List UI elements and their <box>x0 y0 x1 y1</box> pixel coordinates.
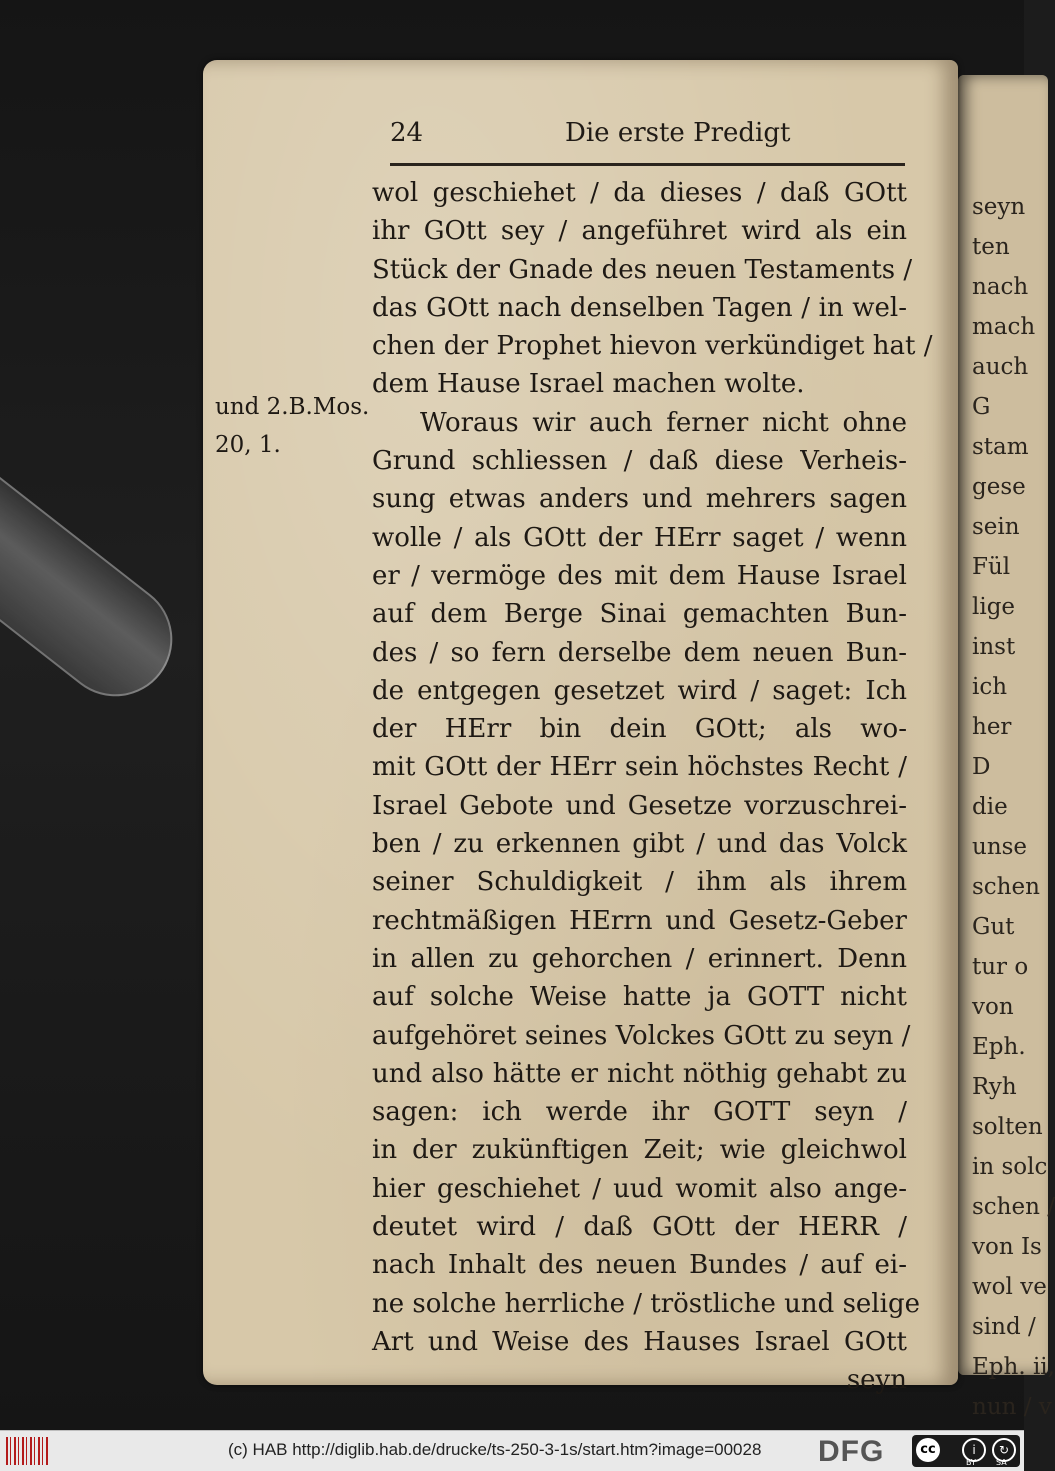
facing-page-fragment: wol ve <box>972 1274 1047 1300</box>
text-line: nach Inhalt des neuen Bundes / auf ei- <box>372 1250 907 1281</box>
text-line: sung etwas anders und mehrers sagen <box>372 484 907 515</box>
text-line: und also hätte er nicht nöthig gehabt zu <box>372 1058 907 1089</box>
attribution-icon: i <box>962 1438 986 1462</box>
facing-page-fragment: solten <box>972 1114 1043 1140</box>
facing-page-fragment: seyn <box>972 194 1026 220</box>
facing-page-fragment: in solc <box>972 1154 1048 1180</box>
text-line: Israel Gebote und Gesetze vorzuschrei- <box>372 790 907 821</box>
facing-page-fragment: die <box>972 794 1008 820</box>
text-line: wol geschiehet / da dieses / daß GOtt <box>372 178 907 208</box>
running-title: Die erste Predigt <box>565 118 791 148</box>
facing-page-fragment: ich <box>972 674 1008 700</box>
facing-page-fragment: schen / <box>972 1194 1055 1220</box>
facing-page-fragment: auch <box>972 354 1029 380</box>
text-line: des / so fern derselbe dem neuen Bun- <box>372 637 907 668</box>
facing-page-fragment: nach <box>972 274 1029 300</box>
body-text <box>372 174 933 1400</box>
facing-page-fragment: von Is <box>972 1234 1042 1260</box>
text-line: das GOtt nach denselben Tagen / in wel- <box>372 292 907 323</box>
text-line: der HErr bin dein GOtt; als wo- <box>372 714 907 745</box>
text-line: ne solche herrliche / tröstliche und selige <box>372 1288 920 1319</box>
text-line: rechtmäßigen HErrn und Gesetz-Geber <box>372 905 907 936</box>
facing-page-fragment: Gut <box>972 914 1015 940</box>
text-line: de entgegen gesetzet wird / saget: Ich <box>372 675 907 706</box>
facing-page-fragment: von <box>972 994 1014 1020</box>
text-line: auf dem Berge Sinai gemachten Bun- <box>372 599 907 630</box>
facing-page-fragment: gese <box>972 474 1026 500</box>
text-line: Woraus wir auch ferner nicht ohne <box>420 407 907 438</box>
text-line: deutet wird / daß GOtt der HERR / <box>372 1212 907 1243</box>
cc-license-icon[interactable] <box>912 1435 1020 1467</box>
text-line: seiner Schuldigkeit / ihm als ihrem <box>372 867 907 898</box>
facing-page-fragment: ten <box>972 234 1010 260</box>
text-line: sagen: ich werde ihr GOTT seyn / <box>372 1097 907 1128</box>
text-line: wolle / als GOtt der HErr saget / wenn <box>372 522 907 553</box>
facing-page-fragment: stam <box>972 434 1029 460</box>
text-line: aufgehöret seines Volckes GOtt zu seyn / <box>372 1020 911 1051</box>
page-number: 24 <box>390 118 424 148</box>
facing-page-fragment: G <box>972 394 991 420</box>
footer-bar <box>0 1430 1024 1471</box>
facing-page-fragment: tur o <box>972 954 1029 980</box>
cc-icon: cc <box>916 1438 940 1462</box>
margin-note-line: und 2.B.Mos. <box>215 394 370 420</box>
facing-page-fragment: Fül <box>972 554 1011 580</box>
dfg-logo: DFG <box>818 1435 885 1468</box>
text-line: dem Hause Israel machen wolte. <box>372 369 805 400</box>
sa-label: SA <box>996 1458 1007 1467</box>
facing-page-fragment: schen <box>972 874 1040 900</box>
facing-page-fragment: sein <box>972 514 1020 540</box>
facing-page-fragment: sind / <box>972 1314 1036 1340</box>
facing-page-fragment: unse <box>972 834 1028 860</box>
text-line: in der zukünftigen Zeit; wie gleichwol <box>372 1135 907 1166</box>
facing-page-text <box>972 187 1055 1427</box>
facing-page-fragment: her <box>972 714 1012 740</box>
by-label: BY <box>966 1458 976 1467</box>
glass-page-weight <box>0 430 195 719</box>
margin-note-line: 20, 1. <box>215 432 281 458</box>
facing-page-fragment: nun / v <box>972 1394 1052 1420</box>
share-alike-icon: ↻ <box>992 1438 1016 1462</box>
text-line: seyn <box>846 1365 907 1396</box>
text-line: Stück der Gnade des neuen Testaments / <box>372 254 913 285</box>
text-line: in allen zu gehorchen / erinnert. Denn <box>372 943 907 974</box>
margin-note <box>215 388 375 464</box>
text-line: ihr GOtt sey / angeführet wird als ein <box>372 216 907 247</box>
facing-page-fragment: Ryh <box>972 1074 1017 1100</box>
copyright-link[interactable]: (c) HAB http://diglib.hab.de/drucke/ts-250-3-1s/start.htm?image=00028 <box>228 1440 762 1459</box>
page-header <box>390 118 905 158</box>
facing-page-fragment: Eph. <box>972 1034 1026 1060</box>
header-rule <box>390 163 905 166</box>
text-line: Grund schliessen / daß diese Verheis- <box>372 446 907 477</box>
text-line: Art und Weise des Hauses Israel GOtt <box>372 1326 907 1357</box>
text-line: chen der Prophet hievon verkündiget hat / <box>372 331 933 362</box>
hab-logo-icon <box>6 1437 48 1465</box>
facing-page-fragment: Eph. ii, <box>972 1354 1055 1380</box>
facing-page-fragment: lige <box>972 594 1016 620</box>
facing-page <box>958 75 1055 1420</box>
facing-page-fragment: inst <box>972 634 1016 660</box>
facing-page-fragment: D <box>972 754 991 780</box>
text-line: auf solche Weise hatte ja GOTT nicht <box>372 982 907 1013</box>
text-line: ben / zu erkennen gibt / und das Volck <box>372 829 907 860</box>
facing-page-fragment: mach <box>972 314 1036 340</box>
text-line: hier geschiehet / uud womit also ange- <box>372 1173 907 1204</box>
text-line: er / vermöge des mit dem Hause Israel <box>372 560 907 591</box>
text-line: mit GOtt der HErr sein höchstes Recht / <box>372 752 907 783</box>
